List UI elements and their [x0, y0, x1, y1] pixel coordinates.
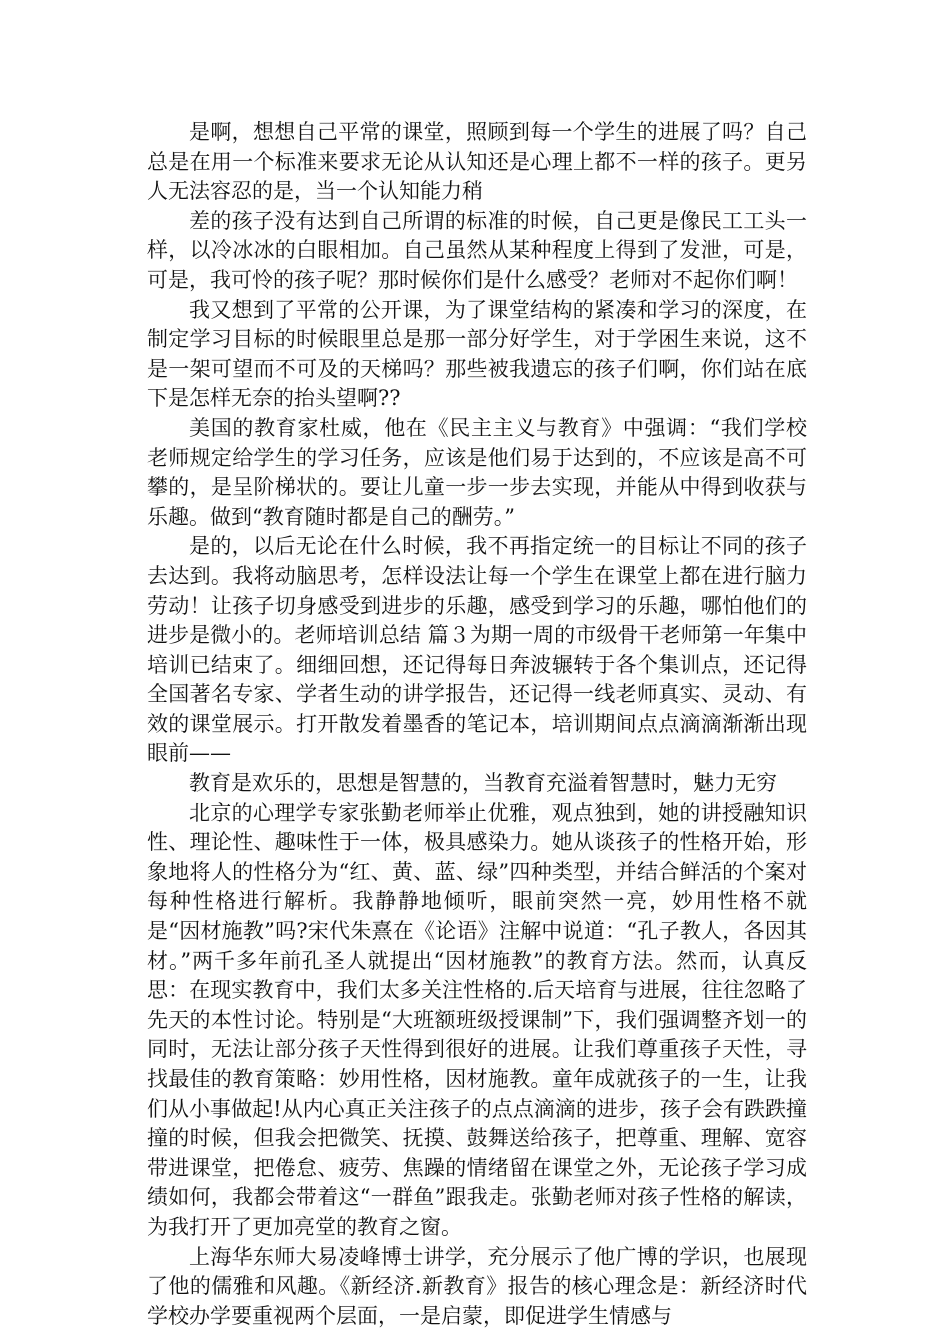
paragraph: 差的孩子没有达到自己所谓的标准的时候，自己更是像民工工头一样，以冷冰冰的白眼相加。自己虽然从某种程度上得到了发泄，可是，可是，我可怜的孩子呢？那时候你们是什么感受？老师对不起你们啊！ [147, 208, 807, 292]
paragraph: 教育是欢乐的，思想是智慧的，当教育充溢着智慧时，魅力无穷 [189, 771, 777, 796]
paragraph: 北京的心理学专家张勤老师举止优雅，观点独到，她的讲授融知识性、理论性、趣味性于一体，极具感染力。她从谈孩子的性格开始，形象地将人的性格分为“红、黄、蓝、绿”四种类型，并结合鲜活的个案对每种性格进行解析。我静静地倾听，眼前突然一亮，妙用性格不就是“因材施教”吗?宋代朱熹在《论语》注解中说道：“孔子教人，各因其材。”两千多年前孔圣人就提出“因材施教”的教育方法。然而，认真反思：在现实教育中，我们太多关注性格的.后天培育与进展，往往忽略了先天的本性讨论。特别是“大班额班级授课制”下，我们强调整齐划一的同时，无法让部分孩子天性得到很好的进展。让我们尊重孩子天性，寻找最佳的教育策略：妙用性格，因材施教。童年成就孩子的一生，让我们从小事做起!从内心真正关注孩子的点点滴滴的进步，孩子会有跌跌撞撞的时候，但我会把微笑、抚摸、鼓舞送给孩子，把尊重、理解、宽容带进课堂，把倦怠、疲劳、焦躁的情绪留在课堂之外，无论孩子学习成绩如何，我都会带着这“一群鱼”跟我走。张勤老师对孩子性格的解读，为我打开了更加亮堂的教育之窗。 [147, 800, 807, 1239]
paragraph: 我又想到了平常的公开课，为了课堂结构的紧凑和学习的深度，在制定学习目标的时候眼里总是那一部分好学生，对于学困生来说，这不是一架可望而不可及的天梯吗？那些被我遗忘的孩子们啊，你们站在底下是怎样无奈的抬头望啊?? [147, 297, 807, 411]
paragraph: 是的，以后无论在什么时候，我不再指定统一的目标让不同的孩子去达到。我将动脑思考，怎样设法让每一个学生在课堂上都在进行脑力劳动！让孩子切身感受到进步的乐趣，感受到学习的乐趣，哪怕他们的进步是微小的。老师培训总结 篇３为期一周的市级骨干老师第一年集中培训已结束了。细细回想，还记得每日奔波辗转于各个集训点，还记得全国著名专家、学者生动的讲学报告，还记得一线老师真实、灵动、有效的课堂展示。打开散发着墨香的笔记本，培训期间点点滴滴渐渐出现眼前—— [147, 534, 807, 766]
paragraph: 是啊，想想自己平常的课堂，照顾到每一个学生的进展了吗？自己总是在用一个标准来要求无论从认知还是心理上都不一样的孩子。更另人无法容忍的是，当一个认知能力稍 [147, 120, 807, 204]
paragraph: 上海华东师大易凌峰博士讲学，充分展示了他广博的学识，也展现了他的儒雅和风趣。《新经济.新教育》报告的核心理念是：新经济时代学校办学要重视两个层面，一是启蒙，即促进学生情感与 [147, 1244, 807, 1328]
paragraph: 美国的教育家杜威，他在《民主主义与教育》中强调：“我们学校老师规定给学生的学习任务，应该是他们易于达到的，不应该是高不可攀的，是呈阶梯状的。要让儿童一步一步去实现，并能从中得到收获与乐趣。做到“教育随时都是自己的酬劳。” [147, 415, 807, 529]
document-body [147, 118, 807, 1331]
